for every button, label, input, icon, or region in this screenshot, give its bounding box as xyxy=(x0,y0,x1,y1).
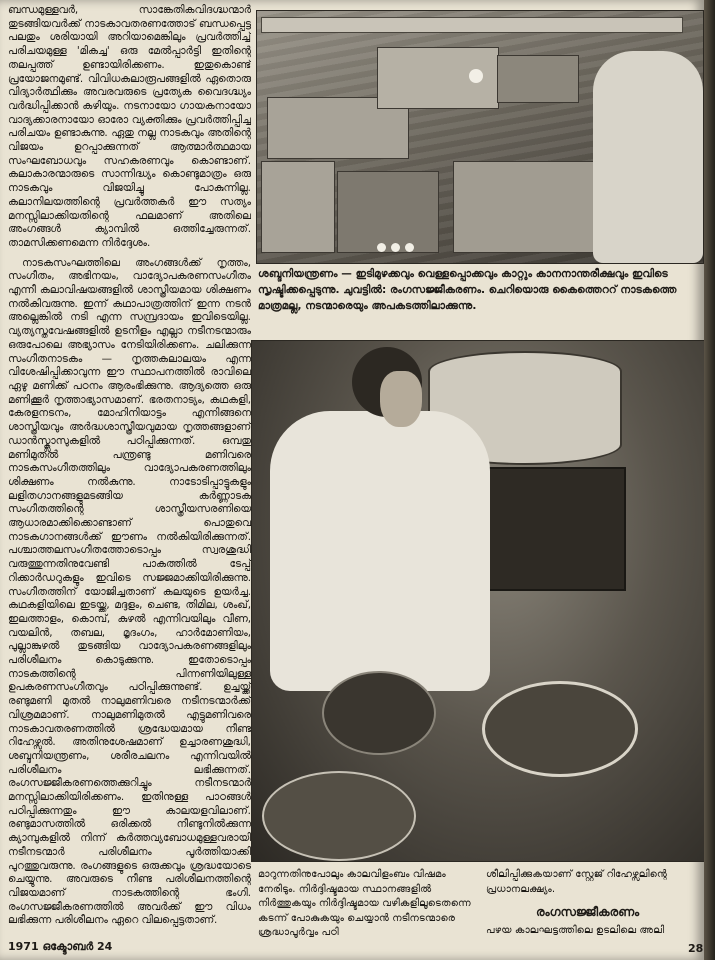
console-knob xyxy=(391,243,400,252)
operator-figure xyxy=(593,51,703,263)
bottom-caption-col1: മാറുന്നതിനുപോലും കാലവിളംബം വിഷമം നേരിടും. നിർദ്ദിഷ്ടമായ സ്ഥാനങ്ങളിൽ നിർത്തുകയും നിർദ്ദിഷ്ടമായ വഴികളിലൂടെതന്നെ കടന്ന് പോകുകയും ചെയ്യാൻ നടീനടന്മാരെ ശ്രദ്ധാപൂർവ്വം പഠി xyxy=(258,869,471,938)
pot-prop xyxy=(322,671,436,755)
console-knob xyxy=(377,243,386,252)
bottom-caption-continuation: പഴയ കാലഘട്ടത്തിലെ ഉടലിലെ അലി xyxy=(486,924,665,936)
console-desk xyxy=(453,161,605,253)
dial-knob xyxy=(469,69,483,83)
page-spine-edge xyxy=(704,0,715,960)
article-paragraph: ബന്ധമുള്ളവർ, സാങ്കേതികവിദഗ്ദ്ധന്മാർ തുടങ്ങിയവർക്ക് നാടകാവതരണത്തോട് ബന്ധപ്പെട്ട പലതും ശരിയായി അറിയാമെങ്കിലും പ്രവർത്തിച്ച് പരിചയമുള്ള 'മികച്ച' ഒരു മേൽപ്പാർട്ടി ഇതിന്റെ തലപ്പത്ത് ഉണ്ടായിരിക്കണം. ഇതുകൊണ്ട് പ്രയോജനമുണ്ട്. വിവിധകലാരൂപങ്ങളിൽ ഏതൊരു വിദ്യാർത്ഥിക്കും അവരവരുടെ പ്രത്യേക വൈദഗ്ദ്ധ്യം വർദ്ധിപ്പിക്കാൻ കഴിയും. നടനായോ ഗായകനായോ വാദ്യക്കാരനായോ ഓരോ വ്യക്തിക്കും പ്രവർത്തിപ്പിച്ച പരിചയം ഉണ്ടാകുന്നു. ഏതു നല്ല നാടകവും അതിന്റെ വിജയം ഉറപ്പാക്കുന്നത് ആത്മാർത്ഥമായ സംഘബോധവും സഹകരണവും കൊണ്ടാണ്. കലാകാരന്മാരുടെ സാന്നിദ്ധ്യം കൊണ്ടുമാത്രം ഒരു നാടകവും വിജയിച്ചു പോകുന്നില്ല. കലാനിലയത്തിന്റെ പ്രവർത്തകർ ഈ സത്യം മനസ്സിലാക്കിയതിന്റെ ഫലമാണ് അതിലെ അംഗങ്ങൾ ക്യാമ്പിൽ ഒത്തിച്ചേരുന്നത്. താമസിക്കണമെന്ന നിർദ്ദേശം. xyxy=(8,4,251,249)
top-photo-caption: ശബ്ദനിയന്ത്രണം — ഇടിമുഴക്കവും വെള്ളപ്പൊക്കവും കാറ്റും കാനനാന്തരീക്ഷവും ഇവിടെ സൃഷ്ടിക്കപ്പെടുന്നു. ചുവട്ടിൽ: രംഗസജ്ജീകരണം. ചെറിയൊരു കൈത്തെററ് നാടകത്തെ മാത്രമല്ല, നടന്മാരെയും അപകടത്തിലാക്കുന്നു. xyxy=(258,268,677,312)
article-paragraph: നാടകസംഘത്തിലെ അംഗങ്ങൾക്ക് നൃത്തം, സംഗീതം, അഭിനയം, വാദ്യോപകരണസംഗീതം എന്നീ കലാവിഷയങ്ങളിൽ ശാസ്ത്രീയമായ ശിക്ഷണം നൽകിവരുന്നു. ഇന്ന് കഥാപാത്രത്തിന് ഇന്ന നടൻ അല്ലെങ്കിൽ നടി എന്ന സമ്പ്രദായം ഇവിടെയില്ല. വ്യത്യസ്തവേഷങ്ങളിൽ ഉടനീളം എല്ലാ നടീനടന്മാരും ഒരുപോലെ അഭ്യാസം നേടിയിരിക്കണം. ചലിക്കുന്ന സംഗീതനാടകം — നൃത്തകലാലയം എന്ന വിശേഷിപ്പിക്കാവുന്ന ഈ സ്ഥാപനത്തിൽ രാവിലെ ഏഴു മണിക്ക് പഠനം ആരംഭിക്കുന്നു. ആദ്യത്തെ ഒരു മണിക്കൂർ നൃത്താഭ്യാസമാണ്. ഭരതനാട്യം, കഥകളി, കേരളനടനം, മോഹിനിയാട്ടം എന്നിങ്ങനെ ശാസ്ത്രീയവും അർദ്ധശാസ്ത്രീയവുമായ നൃത്തങ്ങളാണ് ഡാൻസ്ക്ലാസുകളിൽ പഠിപ്പിക്കുന്നത്. ഒമ്പതു മണിമുതൽ പന്ത്രണ്ടു മണിവരെ നാടകസംഗീതത്തിലും വാദ്യോപകരണത്തിലും ശിക്ഷണം നൽകുന്നു. നാടോടിപ്പാട്ടുകളും ലളിതഗാനങ്ങളുമടങ്ങിയ കർണ്ണാടക സംഗീതത്തിന്റെ ശാസ്ത്രീയസരണിയെ ആധാരമാക്കിക്കൊണ്ടാണ് പൊതുവെ നാടകഗാനങ്ങൾക്ക് ഈണം നൽകിയിരിക്കുന്നത്. പശ്ചാത്തലസംഗീതത്തോടൊപ്പം സ്വരശുദ്ധി വരുത്തുന്നതിനുവേണ്ടി പാകത്തിൽ ടേപ്പ് റിക്കാർഡറുകളും ഇവിടെ സജ്ജമാക്കിയിരിക്കുന്നു. സംഗീതത്തിന് യോജിച്ചതാണ് കലയുടെ ഉയർച്ച. കഥകളിയിലെ ഇടയ്ക്ക, മദ്ദളം, ചെണ്ട, തിമില, ശംഖ്, ഇലത്താളം, കൊമ്പ്, കുഴൽ എന്നിവയിലും വീണ, വയലിൻ, തബല, മൃദംഗം, ഹാർമോണിയം, പുല്ലാങ്കുഴൽ തുടങ്ങിയ വാദ്യോപകരണങ്ങളിലും പരിശീലനം കൊടുക്കുന്നു. ഇതോടൊപ്പം നാടകത്തിന്റെ പിന്നണിയിലുള്ള ഉപകരണസംഗീതവും പഠിപ്പിക്കുന്നുണ്ട്. ഉച്ചയ്ക്ക് രണ്ടുമണി മുതൽ നാലുമണിവരെ നടീനടന്മാർക്ക് വിശ്രമമാണ്. നാലുമണിമുതൽ എട്ടുമണിവരെ നാടകാവതരണത്തിൽ ശ്രദ്ധേയമായ നീണ്ട റിഹേഴ്സൽ. അതിനുശേഷമാണ് ഉച്ചാരണശുദ്ധി, ശബ്ദനിയന്ത്രണം, ശരീരചലനം എന്നിവയിൽ പരിശീലനം ലഭിക്കുന്നത്. രംഗസജ്ജീകരണത്തെക്കുറിച്ചും നടീനടന്മാർ മനസ്സിലാക്കിയിരിക്കണം. ഇതിനുള്ള പാഠങ്ങൾ പഠിപ്പിക്കുന്നതും ഈ കാലയളവിലാണ്. രണ്ടുമാസത്തിൽ ഒരിക്കൽ നീണ്ടുനിൽക്കുന്ന ക്യാമ്പുകളിൽ നിന്ന് കർത്തവ്യബോധമുള്ളവരായി നടീനടന്മാർ പരിശീലനം പൂർത്തിയാക്കി പുറത്തുവരുന്നു. രംഗങ്ങളുടെ ഒരുക്കവും ശ്രദ്ധയോടെ ചെയ്യുന്നു. അവരുടെ നീണ്ട പരിശീലനത്തിന്റെ വിജയമാണ് നാടകത്തിന്റെ ഭംഗി. രംഗസജ്ജീകരണത്തിൽ അവർക്ക് ഈ വിധം ലഭിക്കുന്ന പരിശീലനം ഏറെ വിലപ്പെട്ടതാണ്. xyxy=(8,256,251,927)
bowl-prop xyxy=(482,681,638,777)
ceiling-strip xyxy=(261,17,683,33)
bottom-caption-text: ശീലിപ്പിക്കുകയാണ് സ്റ്റേജ് റിഹേഴ്സലിന്റെ പ്രധാനലക്ഷ്യം. xyxy=(486,869,668,895)
control-unit xyxy=(497,55,579,103)
section-subheading: രംഗസജ്ജീകരണം xyxy=(536,905,640,919)
bottom-caption-col2 xyxy=(486,868,700,938)
mixing-panel xyxy=(337,171,439,253)
page-number: 28 xyxy=(688,942,704,955)
side-cabinet xyxy=(261,161,335,253)
stage-setting-photo xyxy=(251,340,705,862)
issue-date: 1971 ഒക്ടോബർ 24 xyxy=(8,940,113,953)
artist-face xyxy=(380,371,422,427)
tray-prop xyxy=(262,771,416,861)
artist-figure xyxy=(270,411,490,691)
article-left-column xyxy=(8,4,251,934)
console-knob xyxy=(405,243,414,252)
sound-control-photo xyxy=(256,10,704,264)
